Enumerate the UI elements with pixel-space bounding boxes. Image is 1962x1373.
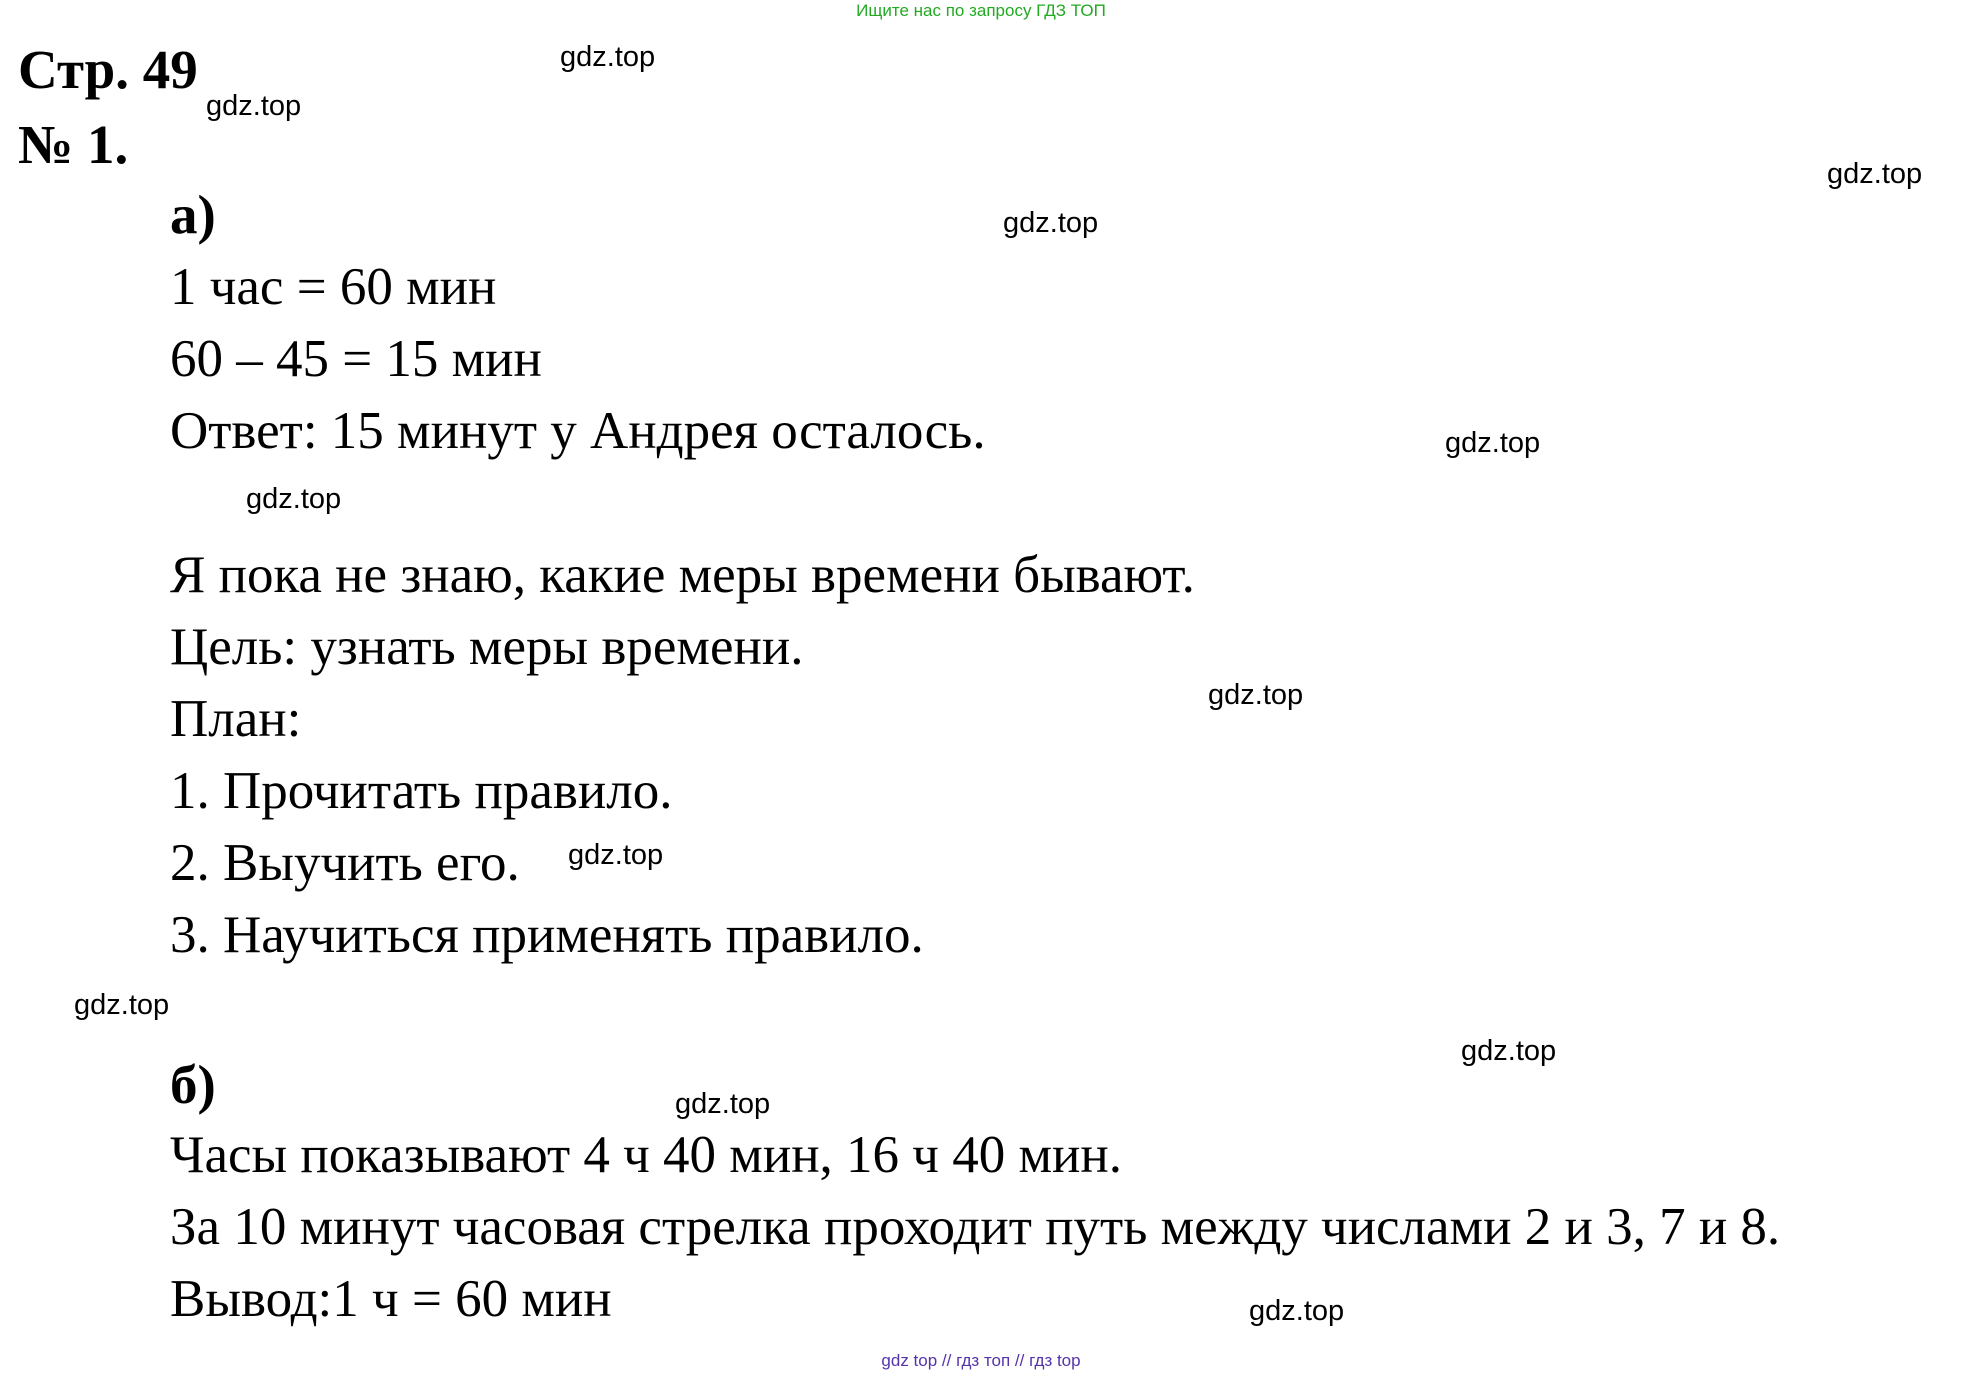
part-a-line: 1 час = 60 мин bbox=[170, 258, 497, 316]
part-b-line: За 10 минут часовая стрелка проходит путь между числами 2 и 3, 7 и 8. bbox=[170, 1198, 1781, 1256]
part-a-plan-item: 3. Научиться применять правило. bbox=[170, 906, 924, 964]
watermark: gdz.top bbox=[568, 839, 664, 871]
watermark: gdz.top bbox=[1827, 158, 1923, 190]
top-banner[interactable]: Ищите нас по запросу ГДЗ ТОП bbox=[856, 1, 1106, 20]
part-a-plan-item: 2. Выучить его. bbox=[170, 834, 520, 892]
part-a-plan-item: 1. Прочитать правило. bbox=[170, 762, 673, 820]
watermark: gdz.top bbox=[1249, 1295, 1345, 1327]
watermark: gdz.top bbox=[560, 41, 656, 73]
part-b-label: б) bbox=[170, 1054, 216, 1115]
task-number: № 1. bbox=[18, 114, 129, 175]
page-title: Стр. 49 bbox=[18, 39, 198, 100]
part-a-label: а) bbox=[170, 184, 216, 245]
part-a-answer: Ответ: 15 минут у Андрея осталось. bbox=[170, 402, 986, 460]
watermark: gdz.top bbox=[246, 483, 342, 515]
watermark: gdz.top bbox=[675, 1088, 771, 1120]
watermark: gdz.top bbox=[206, 90, 302, 122]
watermark: gdz.top bbox=[1003, 207, 1099, 239]
watermark: gdz.top bbox=[1445, 427, 1541, 459]
part-b-conclusion: Вывод:1 ч = 60 мин bbox=[170, 1270, 612, 1328]
part-a-goal: Цель: узнать меры времени. bbox=[170, 618, 804, 676]
part-a-line: Я пока не знаю, какие меры времени бывают. bbox=[170, 546, 1195, 604]
watermark: gdz.top bbox=[1208, 679, 1304, 711]
part-a-plan-title: План: bbox=[170, 690, 302, 748]
watermark: gdz.top bbox=[1461, 1035, 1557, 1067]
watermark: gdz.top bbox=[74, 989, 170, 1021]
bottom-banner[interactable]: gdz top // гдз топ // гдз top bbox=[881, 1351, 1081, 1370]
part-a-line: 60 – 45 = 15 мин bbox=[170, 330, 542, 388]
part-b-line: Часы показывают 4 ч 40 мин, 16 ч 40 мин. bbox=[170, 1126, 1122, 1184]
